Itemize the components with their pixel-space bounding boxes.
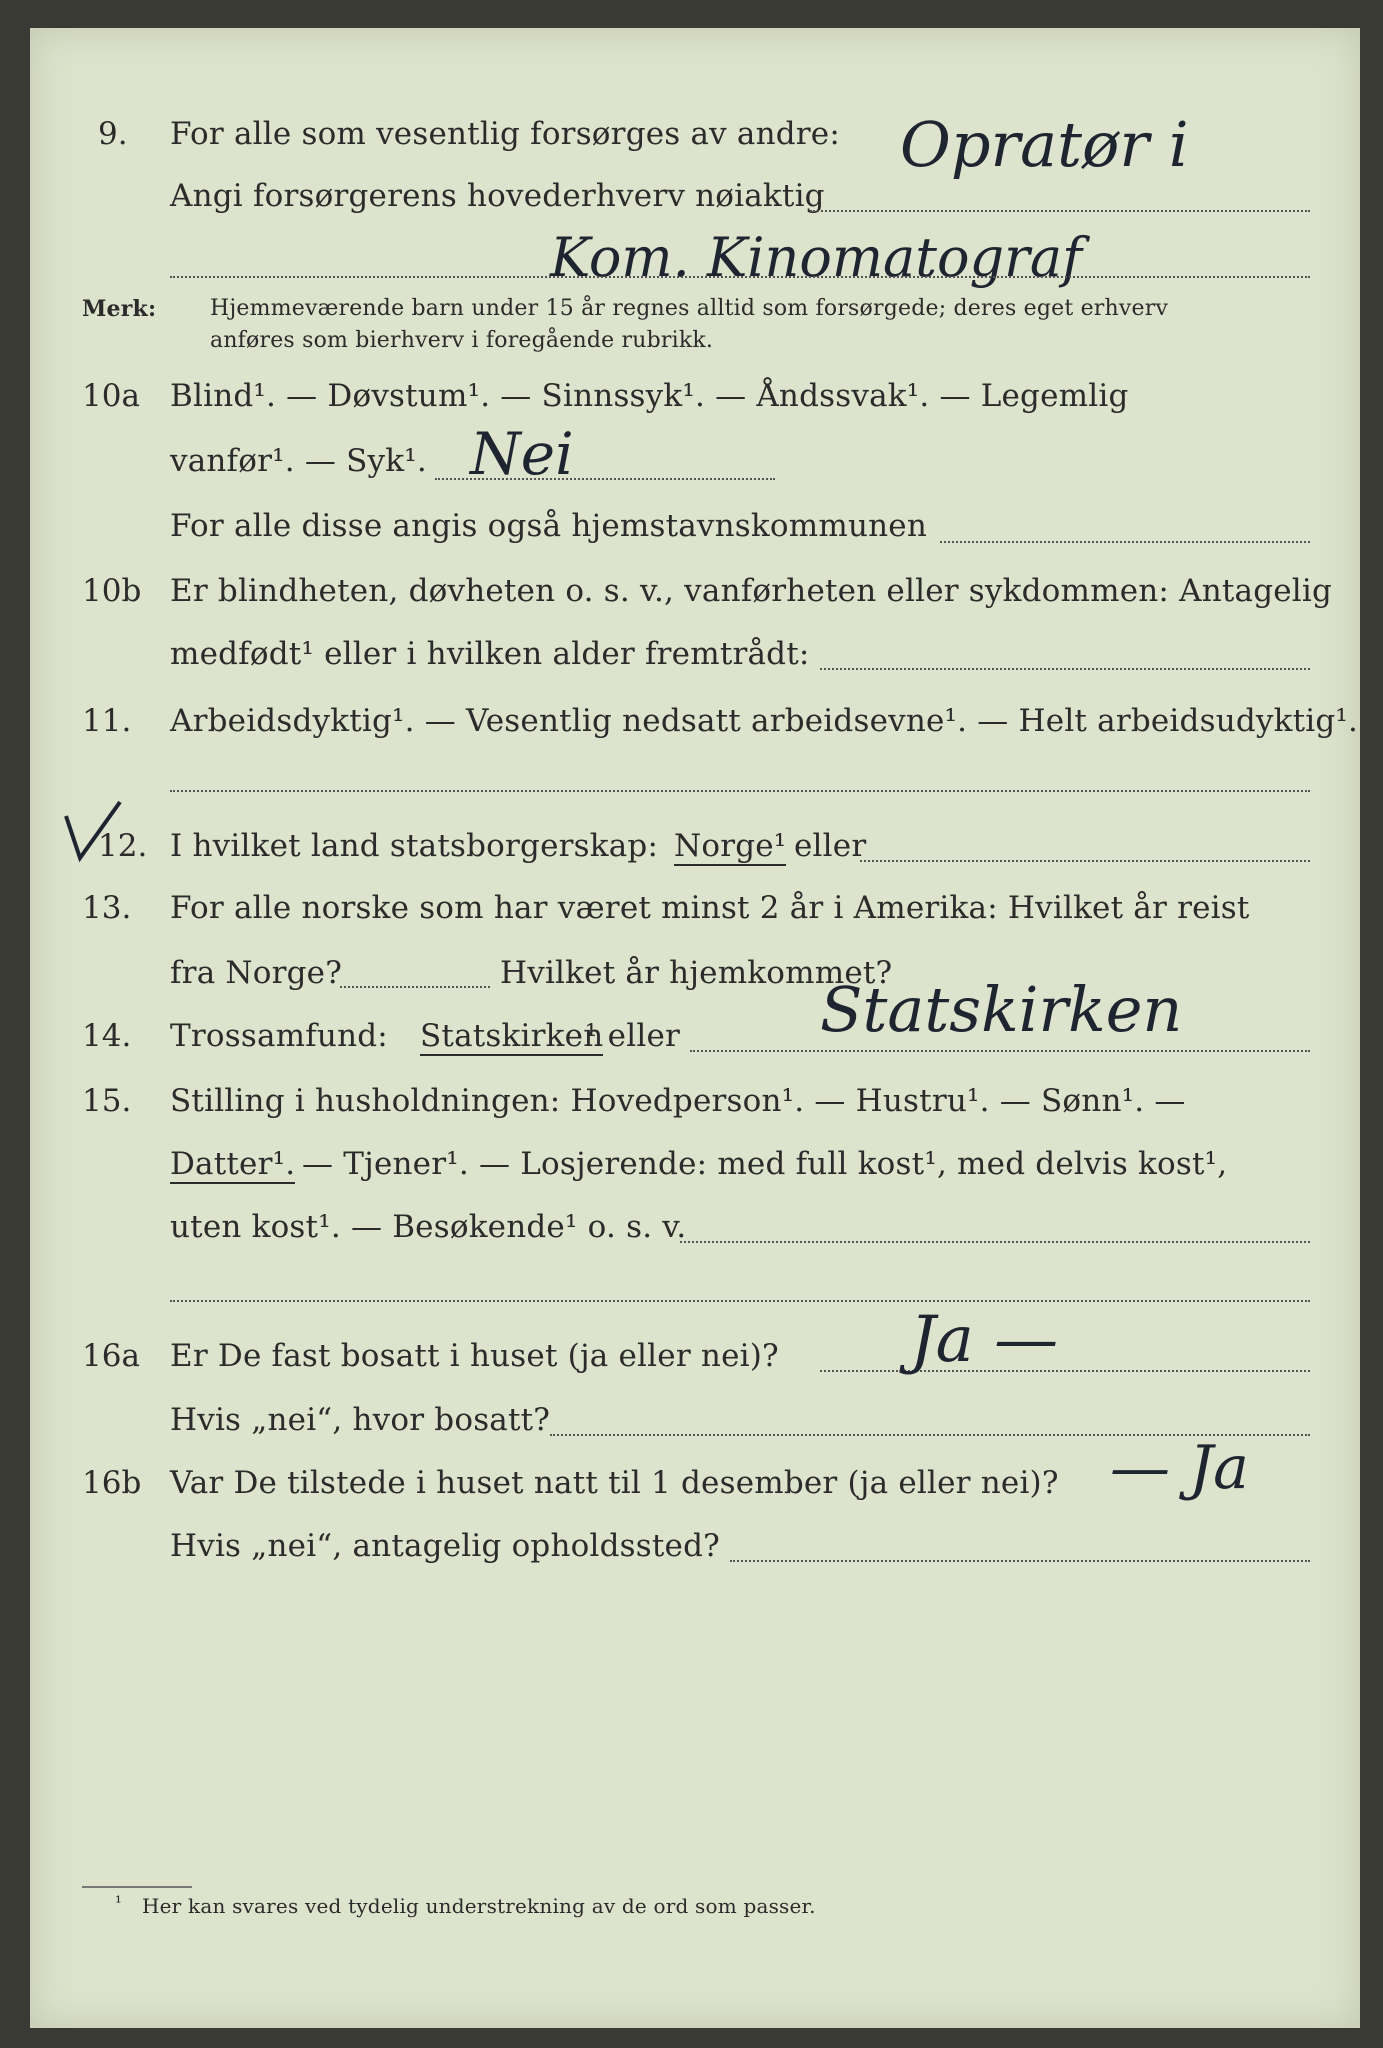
q14-label: Trossamfund: (170, 1018, 388, 1054)
q16b-handwritten-answer: — Ja (1110, 1433, 1249, 1503)
footnote-rule (82, 1886, 192, 1888)
q12-line1-answer: Norge¹ (674, 828, 787, 864)
q15-extra-line (170, 1300, 1310, 1302)
q15-line2-rest: — Tjener¹. — Losjerende: med full kost¹, med delvis kost¹, (302, 1146, 1228, 1182)
q15-line2-answer: Datter¹. (170, 1146, 296, 1182)
q11-line1: Arbeidsdyktig¹. — Vesentlig nedsatt arbeidsevne¹. — Helt arbeidsudyktig¹. (170, 703, 1359, 739)
q15-line3: uten kost¹. — Besøkende¹ o. s. v. (170, 1209, 687, 1245)
q16a-line1: Er De fast bosatt i huset (ja eller nei)? (170, 1338, 779, 1374)
q10b-line2: medfødt¹ eller i hvilken alder fremtrådt: (170, 636, 810, 672)
footnote-text: Her kan svares ved tydelig understrekning av de ord som passer. (142, 1894, 816, 1918)
q12-line1-pre: I hvilket land statsborgerskap: (170, 828, 659, 864)
q10b-line1: Er blindheten, døvheten o. s. v., vanførheten eller sykdommen: Antagelig (170, 573, 1333, 609)
q10a-line3: For alle disse angis også hjemstavnskommunen (170, 508, 927, 544)
q10a-number: 10a (82, 378, 140, 414)
q15-line1: Stilling i husholdningen: Hovedperson¹. — Hustru¹. — Sønn¹. — (170, 1083, 1186, 1119)
footnote-mark: ¹ (115, 1893, 123, 1913)
q15-answer-line (680, 1241, 1310, 1243)
q13-line2b: Hvilket år hjemkommet? (500, 955, 893, 991)
q14-handwritten-answer: Statskirken (820, 973, 1183, 1046)
q16b-line2: Hvis „nei“, antagelig opholdssted? (170, 1528, 720, 1564)
q14-post: ¹ eller (585, 1018, 681, 1054)
q12-answer-line (860, 860, 1310, 862)
q13-year-left-line (340, 986, 490, 988)
q12-number: 12. (98, 828, 148, 864)
q9-handwritten-answer2: Kom. Kinomatograf (550, 226, 1083, 289)
q11-number: 11. (82, 703, 132, 739)
q16a-line2: Hvis „nei“, hvor bosatt? (170, 1402, 551, 1438)
q14-number: 14. (82, 1018, 132, 1054)
q12-line1-post: eller (794, 828, 867, 864)
q16a-number: 16a (82, 1338, 140, 1374)
q9-line1: For alle som vesentlig forsørges av andre: (170, 116, 840, 152)
q10a-line2: vanfør¹. — Syk¹. (170, 443, 427, 479)
q10b-number: 10b (82, 573, 142, 609)
merk-line2: anføres som bierhverv i foregående rubrikk. (210, 328, 714, 353)
q10a-kommune-line (940, 541, 1310, 543)
q14-answer-line (690, 1050, 1310, 1052)
q16b-number: 16b (82, 1465, 142, 1501)
q9-answer-line2 (170, 276, 1310, 278)
q9-answer-line1 (810, 210, 1310, 212)
q10b-answer-line (820, 668, 1310, 670)
q16b-line1: Var De tilstede i huset natt til 1 desember (ja eller nei)? (170, 1465, 1059, 1501)
q9-number: 9. (98, 116, 128, 152)
q9-line2: Angi forsørgerens hovederhverv nøiaktig (170, 178, 825, 214)
q14-answer-underlined: Statskirken (420, 1018, 604, 1054)
q10a-line1: Blind¹. — Døvstum¹. — Sinnssyk¹. — Åndssvak¹. — Legemlig (170, 378, 1129, 414)
q13-line2a: fra Norge? (170, 955, 343, 991)
q13-line1: For alle norske som har været minst 2 år i Amerika: Hvilket år reist (170, 890, 1250, 926)
q15-number: 15. (82, 1083, 132, 1119)
merk-line1: Hjemmeværende barn under 15 år regnes alltid som forsørgede; deres eget erhverv (210, 296, 1169, 321)
merk-label: Merk: (82, 296, 157, 322)
q16a-handwritten-answer: Ja — (910, 1303, 1059, 1377)
q16b-opholdssted-line (730, 1560, 1310, 1562)
census-form-page (30, 28, 1360, 2028)
q10a-handwritten-answer: Nei (470, 420, 574, 488)
q13-number: 13. (82, 890, 132, 926)
q16a-answer-line (820, 1370, 1310, 1372)
q9-handwritten-answer1: Opratør i (900, 108, 1189, 181)
q11-answer-line (170, 790, 1310, 792)
